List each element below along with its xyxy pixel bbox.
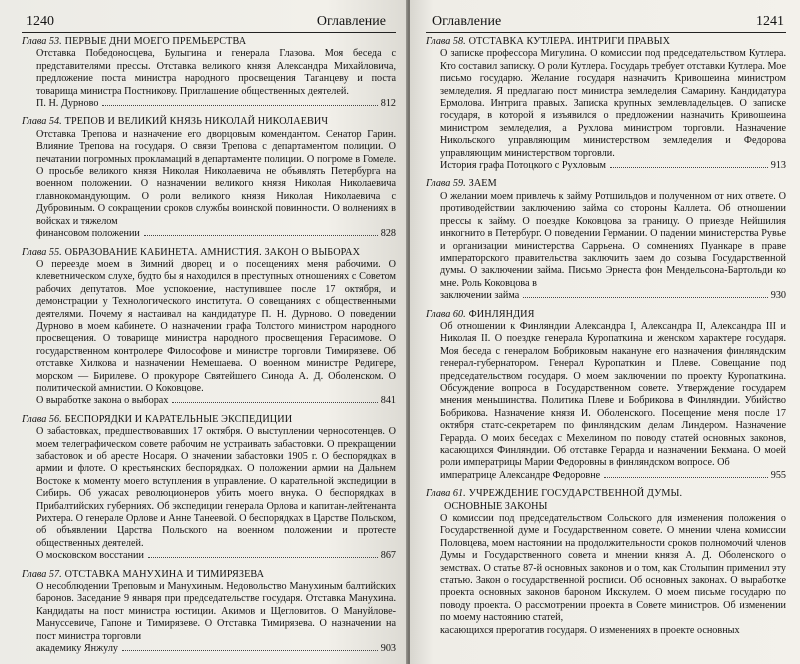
chapter-page-ref: 867 [380,550,396,562]
chapter-summary-end: касающихся прерогатив государя. О изменениях в проекте основных [440,624,740,636]
chapter-title-cont: ОСНОВНЫЕ ЗАКОНЫ [444,500,548,512]
chapter-page-ref: 930 [770,290,786,302]
leader-dots [172,402,377,403]
chapter-label: Глава 58. [426,36,466,47]
header-rule [22,32,396,33]
chapter-title: УЧРЕЖДЕНИЕ ГОСУДАРСТВЕННОЙ ДУМЫ. [468,488,683,500]
chapter-page-ref: 841 [380,395,396,407]
running-title: Оглавление [432,14,502,29]
chapter-summary-end: История графа Потоцкого с Рухловым [440,160,607,172]
chapter-label: Глава 60. [426,308,466,320]
chapter-label: Глава 53. [22,36,62,47]
chapter-summary-end: императрице Александре Федоровне [440,469,601,481]
chapter-label: Глава 55. [22,246,62,258]
page-number: 1240 [26,14,54,29]
leader-dots [148,557,378,558]
leader-dots [122,650,378,651]
chapter-title: ТРЕПОВ И ВЕЛИКИЙ КНЯЗЬ НИКОЛАЙ НИКОЛАЕВИЧ [64,116,329,128]
chapter-label: Глава 54. [22,116,62,128]
leader-dots [604,477,768,478]
chapter-summary-end: финансовом положении [36,228,140,240]
chapter-page-ref: 812 [380,98,396,110]
chapter-title: ФИНЛЯНДИЯ [468,308,535,320]
chapter-summary: Отставка Трепова и назначение его дворцовым комендантом. Сенатор Гарин. Влияние Трепова на государя. О связи Трепова с департаментом полиции. О печатании погромных прокламаций в департаменте полиции. О погроме в Гомеле. О просьбе великого князя Николая Николаевича не объявлять Петербурга на военном положении. О назначении великого князя Николая Николаевича главнокомандующим. О роли великого князя Николая Николаевича с Дубровиным. О сокращении сроков службы воинской повинности. О волнениях в войсках и тяжелом [36,128,396,227]
toc-entry [22,116,396,240]
toc-entry [426,488,786,637]
chapter-summary-end: заключении займа [440,290,520,302]
chapter-title: БЕСПОРЯДКИ И КАРАТЕЛЬНЫЕ ЭКСПЕДИЦИИ [64,413,293,425]
chapter-label: Глава 61. [426,488,466,500]
chapter-label: Глава 57. [22,568,62,580]
leader-dots [610,167,768,168]
chapter-summary: О переезде моем в Зимний дворец и о посещениях меня рабочими. О клеветническом слухе, будто бы я находился в преступных отношениях с Советом рабочих депутатов. Мое успокоение, наступившее после 17 октября, и демонстрации у Технологического института. О совещаниях с общественными деятелями. Почему я настаивал на кандидатуре П. Н. Дурново. О поведении Дурново в моем кабинете. О назначении графа Толстого министром народного просвещения. О товарище министра народного просвещения Герасимове. О государственном контролере Философове и министре торговли Тимирязеве. Об отставке Хилкова и назначении Немешаева. О военном министре Редигере, морском — Бирилеве. О прокуроре Святейшего Синода А. Д. Оболенском. О политической амнистии. О Коковцове. [36,258,396,394]
toc-entry [426,36,786,172]
chapter-label: Глава 56. [22,413,62,425]
chapter-label: Глава 59. [426,178,466,190]
chapter-summary-end: академику Янжулу [36,643,118,655]
chapter-page-ref: 955 [770,469,786,481]
leader-dots [144,235,378,236]
toc-entry [22,414,396,563]
running-title: Оглавление [316,14,386,29]
chapter-summary: О забастовках, предшествовавших 17 октября. О выступлении черносотенцев. О моем телеграфическом совете рабочим не устраивать забастовки. О прекращении забастовок и об аресте Носаря. О значении забастовки 1905 г. О беспорядках в армии и флоте. О крестьянских беспорядках. О положении армии на Дальнем Востоке к моменту моего вступления в управление. О карательной экспедиции в Сибирь. Об ужасах революционеров убить моего внука. О беспорядках в Прибалтийских губерниях. Об экспедиции генерала Орлова и капитан-лейтенанта Рихтера. О генерале Орлове и Анне Танеевой. О беспорядках в Царстве Польском, об объявлении Царства Польского на военном положении и протесте общественных деятелей. [36,426,396,549]
toc-entry [426,309,786,483]
chapter-title: ОТСТАВКА КУТЛЕРА. ИНТРИГИ ПРАВЫХ [468,36,671,47]
chapter-page-ref: 828 [380,228,396,240]
chapter-title: ОБРАЗОВАНИЕ КАБИНЕТА. АМНИСТИЯ. ЗАКОН О ВЫБОРАХ [64,246,361,258]
chapter-summary: Об отношении к Финляндии Александра I, Александра II, Александра III и Николая II. О поездке генерала Куропаткина и женском характере государя. Моя беседа с генералом Бобриковым накануне его назначения финляндским генерал-губернатором. Генерал Куропаткин и Плеве. Совещание под председательством государя. О моем заключении по проекту Куропаткина. Обсуждение вопроса в Государственном совете. Утверждение государем мнения меньшинства. Политика Плеве и Бобрикова в Финляндии. Убийство Бобрикова. Назначение князя И. Оболенского. Посещение меня после 17 октября статс-секретарем по финляндским делам Линдером. Назначение Герарда. О моих беседах с Мехелином по поводу статей основных законов, касающихся Финляндии. Об отставке Герарда и назначении Бекмана. О моей роли императрицы Марии Федоровны в финляндском вопросе. Об [440,320,786,469]
chapter-summary: Отставка Победоносцева, Булыгина и генерала Глазова. Моя беседа с представителями прессы. Отставка великого князя Александра Михайловича, предложение поста министра народного просвещения Таганцеву и поста товарища министра Постникову. Приглашение общественных деятелей. [36,48,396,97]
chapter-title: ОТСТАВКА МАНУХИНА И ТИМИРЯЗЕВА [64,568,265,580]
toc-entry [426,178,786,302]
leader-dots [102,105,377,106]
right-page [410,0,800,664]
chapter-summary: О комиссии под председательством Сольского для изменения положения о Государственной думе и Государственном совете. О мнении члена комиссии Половцева, моем настоянии на продолжительности сроков полномочий членов Думы и Государственного совета и мнении князя А. Д. Оболенского о земствах. О статье 87-й основных законов и о том, как Столыпин применил эту статью. Закон о государственной росписи. Об основных законах. О выработке проекта основных законов бароном Икскулем. О моем письме государю по поводу проекта. О рассмотрении проекта в Совете министров. Об изменении по моему настоянию статей, [440,513,786,624]
chapter-summary: О записке профессора Мигулина. О комиссии под председательством Кутлера. Кто составил записку. О роли Кутлера. Государь требует отставки Кутлера. Мое письмо государю. Желание государя назначить Кривошеина министром земледелия. Я предлагаю пост министра земледелия Самарину. Кандидатура Ермолова. Интрига правых. Записка крупных землевладельцев. О записке государя, в которой я изъявился о предложении назначить Кривошеина министром земледелия, а Рухлова министром торговли. Назначение Никольского управляющим министерством земледелия и Федорова управляющим министерством торговли. [440,48,786,159]
chapter-summary: О желании моем привлечь к займу Ротшильдов и полученном от них ответе. О противодействии заключению займа со стороны Каллета. Об отношении прессы к займу. О поездке Коковцова за границу. О приезде Нейшилия инкогнито в Петербург. О поведении Германии. О падении министерства Рувье и организации министерства Саррьена. О сомнениях Пуанкаре в праве императорского правительства заключить заем до созыва Государственной думы. О заключении займа. Письмо Эрнеста фон Мендельсона-Бартольди ко мне. Роль Коковцова в [440,190,786,289]
chapter-summary: О несоблюдении Треповым и Манухиным. Недовольство Манухиным балтийских баронов. Заседание 9 января при председательстве государя. Отставка Манухина. Кандидаты на пост министра юстиции. Акимов и Щегловитов. О Мануйлове-Мануссевиче, Гапоне и Тимирязеве. О Отставка Тимирязева. О назначении на пост министра торговли [36,581,396,642]
chapter-title: ПЕРВЫЕ ДНИ МОЕГО ПРЕМЬЕРСТВА [64,36,247,47]
toc-entry [22,247,396,408]
toc-entry [22,569,396,656]
chapter-title: ЗАЕМ [468,178,497,190]
header-rule [426,32,786,33]
chapter-summary-end: О московском восстании [36,550,144,562]
chapter-page-ref: 903 [380,643,396,655]
page-number: 1241 [756,14,784,29]
chapter-summary-end: О выработке закона о выборах [36,395,169,407]
toc-entry [22,36,396,110]
chapter-summary-end: П. Н. Дурново [36,98,99,110]
chapter-page-ref: 913 [770,160,786,172]
leader-dots [523,297,767,298]
